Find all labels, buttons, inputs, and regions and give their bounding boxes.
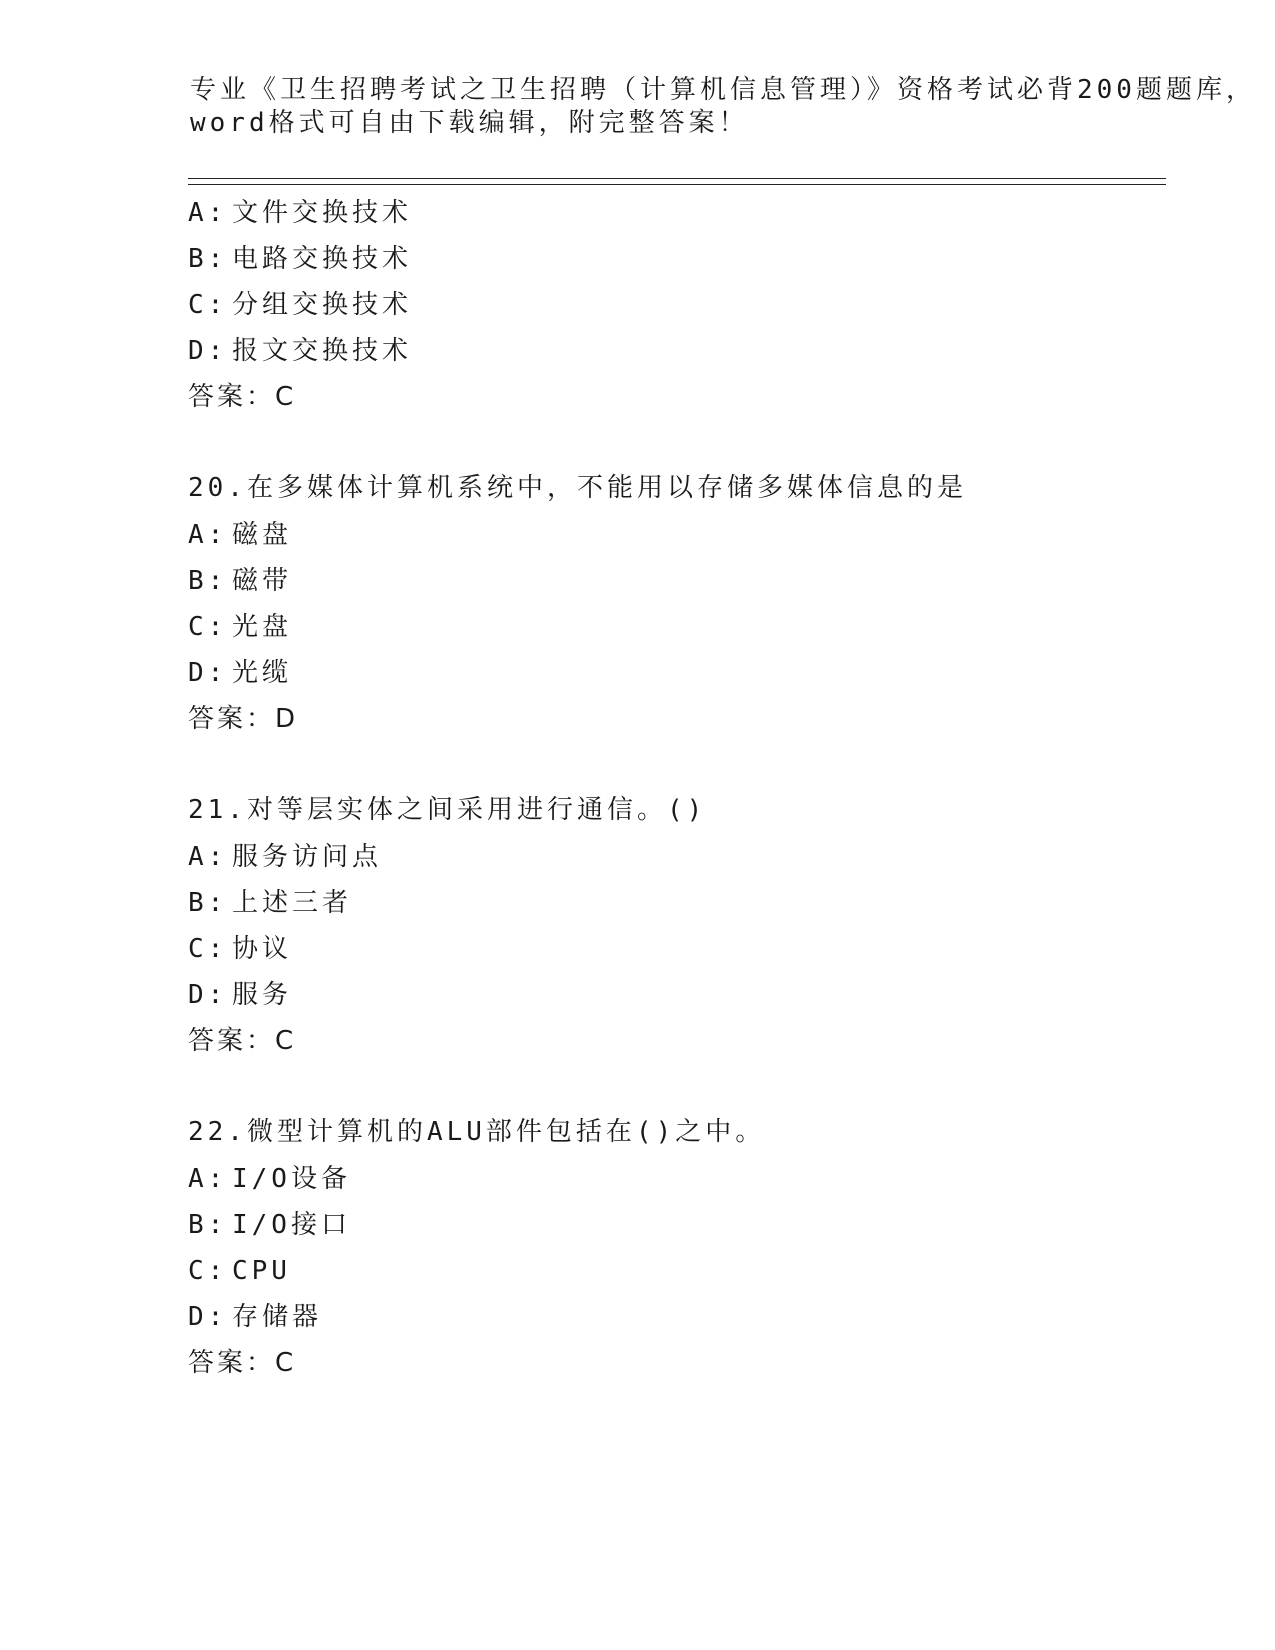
option-a: A: 文件交换技术 bbox=[188, 198, 413, 228]
option-c: C: 分组交换技术 bbox=[188, 290, 413, 320]
option-d: D: 光缆 bbox=[188, 658, 293, 688]
option-b: B: 上述三者 bbox=[188, 888, 353, 918]
header-divider-top bbox=[188, 178, 1166, 179]
question-22 bbox=[188, 1108, 1148, 1386]
option-a: A: 磁盘 bbox=[188, 520, 293, 550]
question-20 bbox=[188, 464, 1148, 742]
option-c: C: 协议 bbox=[188, 934, 293, 964]
answer: 答案：D bbox=[188, 704, 299, 734]
option-a: A: 服务访问点 bbox=[188, 842, 383, 872]
question-19 bbox=[188, 190, 1148, 420]
option-a: A: I/O设备 bbox=[188, 1164, 351, 1194]
header-line-2: word格式可自由下载编辑，附完整答案！ bbox=[190, 108, 749, 138]
answer: 答案：C bbox=[188, 1026, 297, 1056]
option-b: B: I/O接口 bbox=[188, 1210, 351, 1240]
option-d: D: 存储器 bbox=[188, 1302, 323, 1332]
question-title: 22.微型计算机的ALU部件包括在()之中。 bbox=[188, 1117, 766, 1147]
question-21 bbox=[188, 786, 1148, 1064]
question-title: 20.在多媒体计算机系统中，不能用以存储多媒体信息的是 bbox=[188, 473, 967, 503]
option-b: B: 磁带 bbox=[188, 566, 293, 596]
option-d: D: 报文交换技术 bbox=[188, 336, 413, 366]
option-c: C: CPU bbox=[188, 1256, 291, 1286]
question-list bbox=[188, 190, 1148, 1386]
option-b: B: 电路交换技术 bbox=[188, 244, 413, 274]
header-divider-bottom bbox=[188, 184, 1166, 185]
document-header bbox=[190, 74, 1256, 140]
answer: 答案：C bbox=[188, 1348, 297, 1378]
header-line-1: 专业《卫生招聘考试之卫生招聘（计算机信息管理）》资格考试必背200题题库， bbox=[190, 75, 1256, 105]
option-c: C: 光盘 bbox=[188, 612, 293, 642]
option-d: D: 服务 bbox=[188, 980, 293, 1010]
answer: 答案：C bbox=[188, 382, 297, 412]
question-title: 21.对等层实体之间采用进行通信。() bbox=[188, 795, 707, 825]
